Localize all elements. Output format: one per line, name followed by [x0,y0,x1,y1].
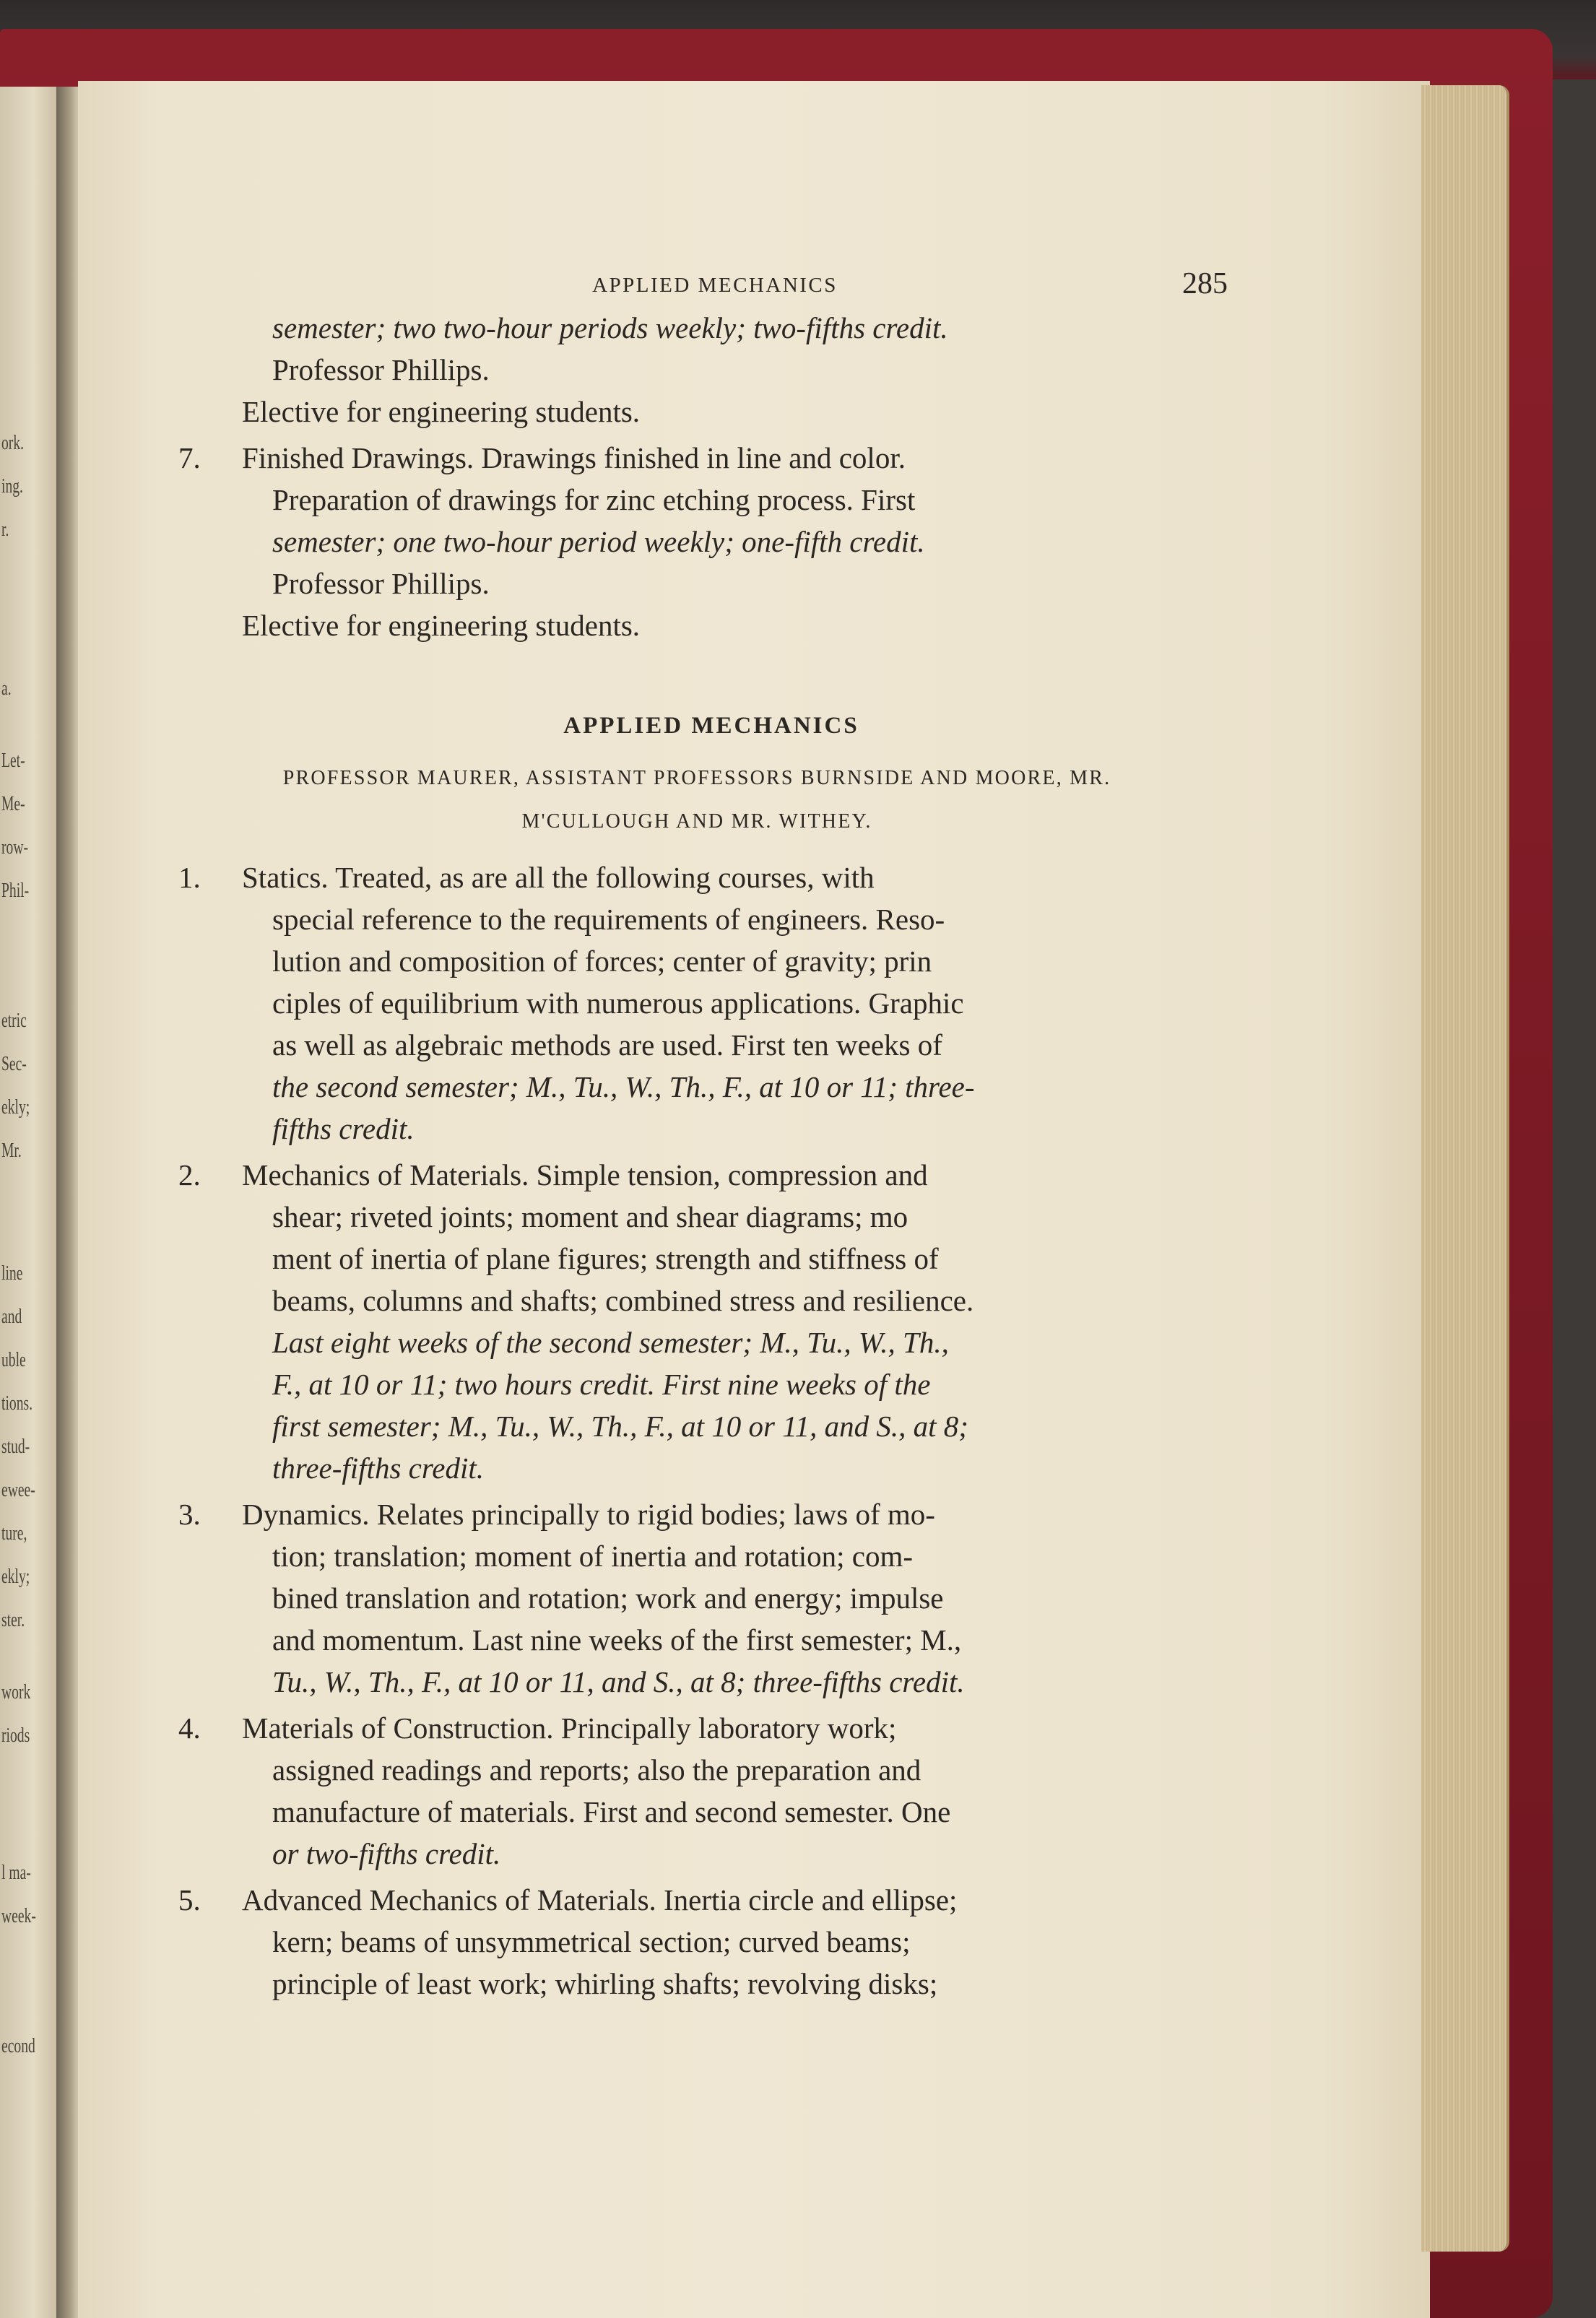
section-title: APPLIED MECHANICS [563,713,859,739]
text-line: and momentum. Last nine weeks of the first semester; M., [272,1623,962,1657]
margin-fragment: Sec- [1,1053,27,1075]
text-line: Elective for engineering students. [242,609,641,642]
margin-fragment: ekly; [1,1096,30,1119]
text-line: 4. Materials of Construction. Principally laboratory work; [178,1711,897,1745]
text-line: kern; beams of unsymmetrical section; curved beams; [272,1925,911,1958]
course-item-2 [166,1154,1228,1489]
margin-fragment: and [1,1306,22,1328]
page-edges [1421,85,1509,2252]
margin-fragment: work [1,1681,31,1703]
margin-fragment: stud- [1,1436,30,1458]
margin-fragment: ork. [1,432,25,454]
margin-fragment: line [1,1262,23,1285]
margin-fragment: uble [1,1349,26,1371]
text-line: bined translation and rotation; work and energy; impulse [272,1581,944,1615]
text-line: Last eight weeks of the second semester; M., Tu., W., Th., [272,1326,949,1359]
text-line: the second semester; M., Tu., W., Th., F., at 10 or 11; three- [272,1070,975,1103]
course-item-4 [166,1707,1228,1875]
page-number: 285 [1182,267,1228,300]
text-line: tion; translation; moment of inertia and rotation; com- [272,1540,913,1573]
margin-fragment: econd [1,2035,35,2057]
book-gutter [56,87,79,2318]
faculty-line: PROFESSOR MAURER, ASSISTANT PROFESSORS BURNSIDE AND MOORE, MR. [282,767,1111,789]
margin-fragment: ewee- [1,1479,35,1501]
text-line: 5. Advanced Mechanics of Materials. Inertia circle and ellipse; [178,1883,958,1917]
margin-fragment: ekly; [1,1566,30,1588]
running-title: APPLIED MECHANICS [592,274,838,297]
text-line: manufacture of materials. First and second semester. One [272,1795,951,1828]
text-line: fifths credit. [272,1112,415,1145]
text-line: assigned readings and reports; also the preparation and [272,1753,921,1787]
text-line: Professor Phillips. [272,567,490,600]
page-content [166,256,1228,2009]
course-item-1 [166,856,1228,1150]
course-item-5 [166,1879,1228,2005]
margin-fragment: ster. [1,1609,25,1631]
margin-fragment: a. [1,677,12,700]
margin-fragment: l ma- [1,1862,31,1884]
text-line: Professor Phillips. [272,353,490,386]
faculty-line: M'CULLOUGH AND MR. WITHEY. [521,810,872,833]
margin-fragment: tions. [1,1392,33,1415]
margin-fragment: Mr. [1,1140,22,1162]
continued-course [166,307,1228,433]
faculty-list [166,757,1228,843]
text-line: principle of least work; whirling shafts; revolving disks; [272,1967,938,2000]
text-line: ciples of equilibrium with numerous applications. Graphic [272,986,964,1020]
margin-fragment: Me- [1,793,25,815]
text-line: Elective for engineering students. [242,395,641,428]
course-item-7 [166,437,1228,646]
text-line: or two-fifths credit. [272,1837,501,1870]
text-line: 2. Mechanics of Materials. Simple tension, compression and [178,1158,928,1191]
course-item-3 [166,1493,1228,1703]
margin-fragment: Phil- [1,880,30,902]
text-line: semester; two two-hour periods weekly; two-fifths credit. [272,311,948,344]
text-line: special reference to the requirements of engineers. Reso- [272,903,945,936]
text-line: beams, columns and shafts; combined stress and resilience. [272,1284,974,1317]
facing-page-text-fragments [1,433,52,2094]
course-number: 7. [178,441,201,474]
text-line: Tu., W., Th., F., at 10 or 11, and S., at 8; three-fifths credit. [272,1665,965,1698]
text-line: semester; one two-hour period weekly; one-fifth credit. [272,525,925,558]
running-head [166,256,1228,307]
margin-fragment: week- [1,1905,36,1927]
margin-fragment: ing. [1,475,23,498]
text-line: lution and composition of forces; center of gravity; prin [272,945,932,978]
text-line: first semester; M., Tu., W., Th., F., at 10 or 11, and S., at 8; [272,1410,968,1443]
course-list [166,856,1228,2005]
text-line: F., at 10 or 11; two hours credit. First nine weeks of the [272,1368,931,1401]
text-line: ment of inertia of plane figures; strength and stiffness of [272,1242,939,1275]
margin-fragment: Let- [1,750,25,772]
text-line: 3. Dynamics. Relates principally to rigid bodies; laws of mo- [178,1498,935,1531]
margin-fragment: ture, [1,1522,27,1545]
text-line: shear; riveted joints; moment and shear diagrams; mo [272,1200,908,1233]
margin-fragment: r. [1,518,9,541]
text-line: as well as algebraic methods are used. First ten weeks of [272,1028,942,1062]
margin-fragment: etric [1,1010,27,1032]
text-line: three-fifths credit. [272,1451,485,1485]
margin-fragment: row- [1,836,29,859]
text-line: 7. Finished Drawings. Drawings finished in line and color. [166,437,1228,479]
text-line: Preparation of drawings for zinc etching process. First [272,483,916,516]
text-line: 1. Statics. Treated, as are all the following courses, with [178,861,875,894]
margin-fragment: riods [1,1724,30,1747]
